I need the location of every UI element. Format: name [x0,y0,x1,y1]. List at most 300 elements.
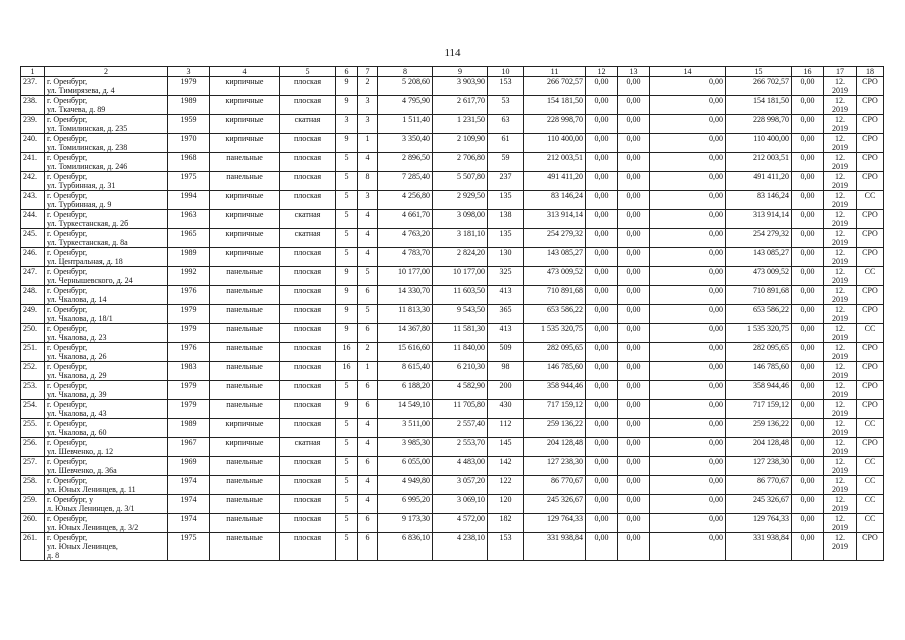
cell-text: 430 [499,400,512,409]
cell-text: 2019 [832,181,848,190]
cell-text: 154 181,50 [547,96,583,105]
cell-text: 12. [835,229,845,238]
residents-cell [488,495,524,514]
roof-type-cell [280,305,336,324]
value-cell [618,191,650,210]
roof-type-cell [280,77,336,96]
cell-text: 12. [835,191,845,200]
wall-material-cell [210,286,280,305]
cell-text: 1976 [180,286,197,295]
method-cell [857,305,884,324]
cell-text: 249. [23,305,37,314]
cell-text: 12. [835,476,845,485]
wall-material-cell [210,305,280,324]
cell-text: 0,00 [709,305,723,314]
cell-text: 12. [835,343,845,352]
cell-text: 0,00 [594,267,609,276]
cell-text: г. Оренбург, [47,229,88,238]
cell-text: 1975 [180,533,197,542]
year-cell [168,229,210,248]
value-cell [792,343,824,362]
year-cell [168,134,210,153]
cell-text: 266 702,57 [547,77,583,86]
value-cell [650,267,726,286]
cell-text: панельные [226,343,263,352]
cell-text: 0,00 [594,438,609,447]
cell-text: 251. [23,343,37,352]
cell-text: д. 8 [47,551,60,560]
total-cost-cell [726,172,792,191]
column-number-cell: 12 [586,67,618,77]
cell-text: 0,00 [800,514,815,523]
value-cell [586,96,618,115]
living-area-cell [433,305,488,324]
cell-text: г. Оренбург, [47,134,88,143]
value-cell [618,514,650,533]
value-cell [618,286,650,305]
floors-cell [336,96,358,115]
wall-material-cell [210,343,280,362]
table-row [21,210,884,229]
cell-text: 0,00 [594,305,609,314]
cell-text: 0,00 [626,381,641,390]
method-cell [857,476,884,495]
column-number-cell: 3 [168,67,210,77]
year-cell [168,343,210,362]
value-cell [618,343,650,362]
cell-text: 5 [344,533,349,542]
row-number-cell [21,362,45,381]
cell-text: 4 572,00 [457,514,485,523]
cell-text: 0,00 [594,457,609,466]
cell-text: 0,00 [800,476,815,485]
value-cell [650,343,726,362]
floors-cell [336,400,358,419]
cell-text: скатная [294,115,321,124]
cell-text: 1963 [180,210,197,219]
cell-text: 365 [499,305,512,314]
year-cell [168,400,210,419]
floors-cell [336,514,358,533]
period-cell [824,324,857,343]
row-number-cell [21,381,45,400]
value-cell [586,514,618,533]
residents-cell [488,191,524,210]
entrances-cell [358,400,378,419]
cell-text: 491 411,20 [753,172,789,181]
cost-cell [524,305,586,324]
cell-text: 6 [365,381,370,390]
cell-text: 253. [23,381,37,390]
cell-text: 11 813,30 [398,305,430,314]
cell-text: 9 [344,286,349,295]
table-row [21,457,884,476]
cost-cell [524,343,586,362]
residents-cell [488,457,524,476]
column-number-cell: 17 [824,67,857,77]
cell-text: 473 009,52 [547,267,583,276]
cell-text: 1 [365,362,370,371]
cell-text: 0,00 [594,229,609,238]
cell-text: плоская [293,400,322,409]
cell-text: ул. Юных Ленинцев, д. 11 [47,485,136,494]
table-row [21,229,884,248]
cell-text: 0,00 [709,343,723,352]
wall-material-cell [210,77,280,96]
living-area-cell [433,514,488,533]
cell-text: 135 [499,191,512,200]
value-cell [650,115,726,134]
cell-text: 9 [344,96,349,105]
cell-text: 0,00 [626,229,641,238]
value-cell [650,419,726,438]
cell-text: 710 891,68 [547,286,583,295]
wall-material-cell [210,438,280,457]
cell-text: ул. Тимирязева, д. 4 [47,86,115,95]
cell-text: 0,00 [709,267,723,276]
method-cell [857,172,884,191]
cell-text: 9 [344,305,349,314]
period-cell [824,476,857,495]
roof-type-cell [280,476,336,495]
residents-cell [488,362,524,381]
total-area-cell [378,191,433,210]
cell-text: 2019 [832,352,848,361]
cell-text: 241. [23,153,37,162]
cell-text: 0,00 [800,77,815,86]
cell-text: кирпичные [225,77,264,86]
cell-text: 3 057,20 [457,476,485,485]
cell-text: 12. [835,324,845,333]
cell-text: СРО [862,210,878,219]
cell-text: панельные [226,324,263,333]
cost-cell [524,210,586,229]
cell-text: 0,00 [709,77,723,86]
cell-text: 0,00 [709,419,723,428]
cell-text: 0,00 [709,476,723,485]
cell-text: 1979 [180,400,197,409]
cell-text: 0,00 [626,457,641,466]
cost-cell [524,476,586,495]
address-cell [45,514,168,533]
value-cell [650,134,726,153]
value-cell [650,457,726,476]
cell-text: 5 [344,438,349,447]
value-cell [650,362,726,381]
row-number-cell [21,248,45,267]
method-cell [857,115,884,134]
living-area-cell [433,457,488,476]
value-cell [650,476,726,495]
total-cost-cell [726,343,792,362]
cell-text: 245 326,67 [547,495,583,504]
year-cell [168,267,210,286]
method-cell [857,267,884,286]
cell-text: 12. [835,457,845,466]
cell-text: СРО [862,400,878,409]
value-cell [586,533,618,561]
cell-text: 0,00 [709,115,723,124]
column-number-cell: 9 [433,67,488,77]
cell-text: кирпичные [225,229,264,238]
cell-text: 0,00 [626,153,641,162]
cell-text: 0,00 [594,115,609,124]
cell-text: кирпичные [225,134,264,143]
value-cell [618,476,650,495]
method-cell [857,400,884,419]
wall-material-cell [210,96,280,115]
cell-text: 261. [23,533,37,542]
entrances-cell [358,77,378,96]
address-cell [45,267,168,286]
cell-text: 4 483,00 [457,457,485,466]
cell-text: СС [864,191,876,200]
value-cell [792,514,824,533]
wall-material-cell [210,248,280,267]
cell-text: г. Оренбург, у [47,495,94,504]
cell-text: 0,00 [594,134,609,143]
cell-text: 1976 [180,343,197,352]
floors-cell [336,476,358,495]
wall-material-cell [210,495,280,514]
total-cost-cell [726,305,792,324]
cell-text: 245. [23,229,37,238]
wall-material-cell [210,533,280,561]
cell-text: 5 [344,514,349,523]
cost-cell [524,248,586,267]
cell-text: 6 210,30 [457,362,485,371]
cell-text: г. Оренбург, [47,438,88,447]
cell-text: 0,00 [594,514,609,523]
period-cell [824,267,857,286]
cell-text: 0,00 [626,267,641,276]
cell-text: панельные [226,457,263,466]
wall-material-cell [210,134,280,153]
cell-text: 0,00 [594,191,609,200]
cell-text: 1967 [180,438,197,447]
cell-text: 2019 [832,86,848,95]
value-cell [650,172,726,191]
roof-type-cell [280,134,336,153]
living-area-cell [433,533,488,561]
cell-text: 5 [344,476,349,485]
cell-text: 129 764,33 [753,514,789,523]
cell-text: 63 [501,115,510,124]
cell-text: 0,00 [800,438,815,447]
cell-text: 16 [342,343,351,352]
roof-type-cell [280,457,336,476]
total-cost-cell [726,210,792,229]
cell-text: 9 [344,400,349,409]
address-cell [45,153,168,172]
cell-text: плоская [293,343,322,352]
cell-text: 212 003,51 [753,153,789,162]
column-number-cell: 18 [857,67,884,77]
floors-cell [336,191,358,210]
cell-text: 11 840,00 [453,343,485,352]
method-cell [857,495,884,514]
residents-cell [488,96,524,115]
year-cell [168,495,210,514]
cell-text: г. Оренбург, [47,533,88,542]
value-cell [618,419,650,438]
entrances-cell [358,115,378,134]
cell-text: 146 785,60 [547,362,583,371]
cell-text: 0,00 [626,419,641,428]
cell-text: 259 136,22 [753,419,789,428]
roof-type-cell [280,286,336,305]
cell-text: 248. [23,286,37,295]
cell-text: СРО [862,77,878,86]
roof-type-cell [280,419,336,438]
cell-text: 7 285,40 [402,172,430,181]
total-area-cell [378,267,433,286]
value-cell [586,115,618,134]
method-cell [857,153,884,172]
total-cost-cell [726,115,792,134]
wall-material-cell [210,400,280,419]
cell-text: 4 256,80 [402,191,430,200]
cell-text: 12. [835,438,845,447]
roof-type-cell [280,343,336,362]
address-cell [45,134,168,153]
value-cell [792,229,824,248]
cell-text: 0,00 [594,286,609,295]
cell-text: 1983 [180,362,197,371]
address-cell [45,400,168,419]
cell-text: 1974 [180,476,197,485]
cost-cell [524,381,586,400]
cell-text: 12. [835,305,845,314]
cell-text: 0,00 [709,229,723,238]
cell-text: г. Оренбург, [47,324,88,333]
cell-text: 14 330,70 [398,286,430,295]
cell-text: 0,00 [800,286,815,295]
period-cell [824,495,857,514]
table-row [21,286,884,305]
cell-text: 12. [835,362,845,371]
cell-text: 2019 [832,390,848,399]
total-cost-cell [726,381,792,400]
cell-text: 1 511,40 [402,115,430,124]
row-number-cell [21,286,45,305]
column-number-cell: 14 [650,67,726,77]
roof-type-cell [280,381,336,400]
total-area-cell [378,324,433,343]
wall-material-cell [210,267,280,286]
cell-text: 0,00 [626,305,641,314]
value-cell [650,381,726,400]
cost-cell [524,172,586,191]
row-number-cell [21,210,45,229]
value-cell [586,229,618,248]
year-cell [168,533,210,561]
cell-text: СРО [862,362,878,371]
year-cell [168,419,210,438]
living-area-cell [433,248,488,267]
table-row [21,248,884,267]
cell-text: г. Оренбург, [47,267,88,276]
cell-text: 0,00 [800,457,815,466]
living-area-cell [433,191,488,210]
cell-text: 3 [365,96,370,105]
entrances-cell [358,495,378,514]
cell-text: г. Оренбург, [47,153,88,162]
cell-text: СС [864,457,876,466]
cell-text: 12. [835,400,845,409]
value-cell [792,419,824,438]
cell-text: 0,00 [594,77,609,86]
cell-text: кирпичные [225,248,264,257]
address-cell [45,248,168,267]
roof-type-cell [280,191,336,210]
value-cell [586,210,618,229]
address-cell [45,419,168,438]
cell-text: 2019 [832,466,848,475]
wall-material-cell [210,324,280,343]
roof-type-cell [280,400,336,419]
total-cost-cell [726,400,792,419]
residents-cell [488,229,524,248]
cell-text: 0,00 [800,96,815,105]
floors-cell [336,457,358,476]
total-area-cell [378,514,433,533]
entrances-cell [358,362,378,381]
row-number-cell [21,191,45,210]
cell-text: 0,00 [709,362,723,371]
total-area-cell [378,248,433,267]
cell-text: 2019 [832,162,848,171]
cell-text: плоская [293,476,322,485]
year-cell [168,153,210,172]
cell-text: 0,00 [626,191,641,200]
address-cell [45,172,168,191]
cell-text: ул. Турбинная, д. 9 [47,200,112,209]
address-cell [45,96,168,115]
cell-text: 6 [365,400,370,409]
cell-text: 127 238,30 [753,457,789,466]
cell-text: 0,00 [709,324,723,333]
residents-cell [488,476,524,495]
cell-text: 5 [344,229,349,238]
row-number-cell [21,476,45,495]
floors-cell [336,229,358,248]
cell-text: плоская [293,77,322,86]
row-number-cell [21,533,45,561]
cell-text: 5 [344,191,349,200]
address-cell [45,115,168,134]
cell-text: 242. [23,172,37,181]
period-cell [824,343,857,362]
value-cell [792,134,824,153]
cell-text: 0,00 [594,172,609,181]
wall-material-cell [210,229,280,248]
cell-text: 9 [344,324,349,333]
value-cell [586,191,618,210]
address-cell [45,286,168,305]
cell-text: 59 [501,153,510,162]
cell-text: 4 783,70 [402,248,430,257]
value-cell [586,267,618,286]
cell-text: 358 944,46 [547,381,583,390]
total-area-cell [378,362,433,381]
cell-text: 0,00 [800,191,815,200]
cell-text: 0,00 [594,476,609,485]
value-cell [792,153,824,172]
cell-text: плоская [293,248,322,257]
cell-text: 5 [344,419,349,428]
value-cell [618,457,650,476]
